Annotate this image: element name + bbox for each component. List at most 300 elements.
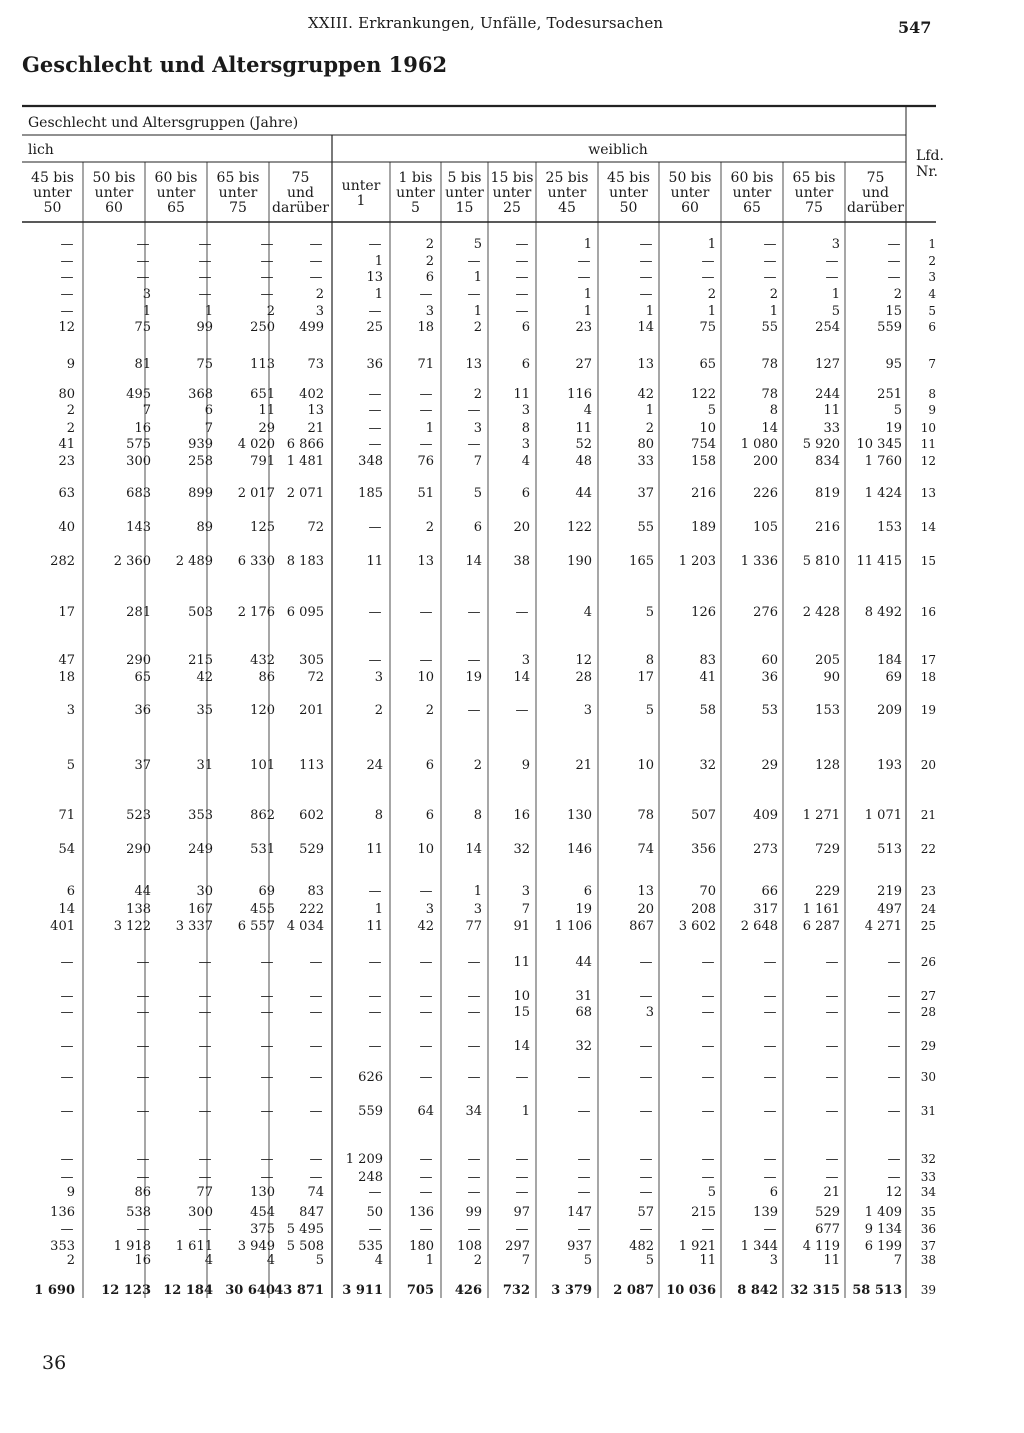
column-header-line: unter bbox=[547, 185, 587, 201]
table-cell: 4 271 bbox=[864, 919, 902, 934]
table-cell: 499 bbox=[299, 320, 324, 335]
table-cell: 37 bbox=[637, 486, 654, 501]
table-cell: 23 bbox=[575, 320, 592, 335]
table-cell: 86 bbox=[134, 1185, 151, 1200]
table-cell: 15 bbox=[885, 304, 902, 319]
table-cell: 9 bbox=[66, 1185, 75, 1200]
total-cell: 1 690 bbox=[34, 1283, 75, 1298]
table-cell: 1 611 bbox=[175, 1239, 213, 1254]
column-header-line: 65 bis bbox=[216, 170, 260, 186]
table-cell: 14 bbox=[761, 421, 778, 436]
total-cell: 58 513 bbox=[852, 1283, 902, 1298]
table-cell: 153 bbox=[815, 703, 840, 718]
table-cell: 9 bbox=[66, 357, 75, 372]
table-cell: 5 bbox=[645, 1253, 654, 1268]
table-cell: 5 bbox=[473, 486, 482, 501]
table-cell: 14 bbox=[465, 842, 482, 857]
total-cell: 705 bbox=[406, 1283, 434, 1298]
table-cell: 91 bbox=[513, 919, 530, 934]
table-cell: — bbox=[368, 955, 382, 970]
table-cell: 143 bbox=[126, 520, 151, 535]
table-cell: — bbox=[60, 1005, 74, 1020]
table-cell: 251 bbox=[877, 387, 902, 402]
column-header-line: und bbox=[862, 185, 889, 201]
row-number: 22 bbox=[920, 842, 936, 856]
table-cell: — bbox=[701, 1070, 715, 1085]
table-cell: 1 bbox=[473, 270, 482, 285]
row-number: 1 bbox=[928, 237, 936, 251]
table-cell: 167 bbox=[188, 902, 213, 917]
table-cell: — bbox=[639, 287, 653, 302]
row-number: 31 bbox=[920, 1104, 936, 1118]
row-number: 25 bbox=[920, 919, 936, 933]
table-cell: — bbox=[467, 1222, 481, 1237]
table-cell: 2 648 bbox=[740, 919, 778, 934]
table-cell: 1 bbox=[374, 254, 383, 269]
table-cell: — bbox=[260, 254, 274, 269]
table-cell: — bbox=[763, 1070, 777, 1085]
table-cell: 11 bbox=[513, 955, 530, 970]
table-top-header: Geschlecht und Altersgruppen (Jahre) bbox=[28, 115, 299, 131]
table-cell: 4 bbox=[374, 1253, 383, 1268]
row-number: 28 bbox=[920, 1005, 936, 1019]
table-cell: 5 bbox=[583, 1253, 592, 1268]
table-cell: 229 bbox=[815, 884, 840, 899]
table-cell: — bbox=[198, 270, 212, 285]
table-cell: 18 bbox=[417, 320, 434, 335]
table-cell: 1 209 bbox=[345, 1152, 383, 1167]
table-cell: 13 bbox=[417, 554, 434, 569]
table-cell: — bbox=[198, 989, 212, 1004]
table-cell: — bbox=[419, 605, 433, 620]
row-number: 5 bbox=[928, 304, 936, 318]
row-number: 3 bbox=[928, 270, 936, 284]
table-cell: 75 bbox=[699, 320, 716, 335]
table-cell: 20 bbox=[513, 520, 530, 535]
running-head: XXIII. Erkrankungen, Unfälle, Todesursachen bbox=[308, 14, 664, 32]
table-cell: 10 bbox=[417, 842, 434, 857]
table-cell: 33 bbox=[637, 454, 654, 469]
table-cell: 7 bbox=[521, 902, 530, 917]
table-cell: 5 bbox=[315, 1253, 324, 1268]
table-cell: 136 bbox=[50, 1205, 75, 1220]
table-cell: 28 bbox=[575, 670, 592, 685]
table-cell: — bbox=[887, 270, 901, 285]
table-cell: 20 bbox=[637, 902, 654, 917]
table-cell: 25 bbox=[366, 320, 383, 335]
row-number: 16 bbox=[920, 605, 936, 619]
table-cell: 19 bbox=[465, 670, 482, 685]
table-cell: 75 bbox=[134, 320, 151, 335]
table-cell: 11 bbox=[699, 1253, 716, 1268]
table-cell: 47 bbox=[58, 653, 75, 668]
table-cell: 120 bbox=[250, 703, 275, 718]
table-cell: 2 bbox=[425, 237, 434, 252]
table-cell: — bbox=[825, 1152, 839, 1167]
table-cell: 40 bbox=[58, 520, 75, 535]
table-cell: 531 bbox=[250, 842, 275, 857]
column-header-line: 60 bbox=[681, 200, 699, 216]
total-cell: 426 bbox=[454, 1283, 482, 1298]
row-number: 39 bbox=[920, 1283, 936, 1297]
table-cell: 2 bbox=[769, 287, 778, 302]
table-cell: — bbox=[419, 287, 433, 302]
table-cell: 34 bbox=[465, 1104, 482, 1119]
table-cell: 8 bbox=[473, 808, 482, 823]
table-cell: 15 bbox=[513, 1005, 530, 1020]
table-cell: 189 bbox=[691, 520, 716, 535]
table-cell: — bbox=[368, 989, 382, 1004]
column-header-line: unter bbox=[341, 178, 381, 194]
table-cell: — bbox=[887, 237, 901, 252]
table-cell: — bbox=[639, 1222, 653, 1237]
table-cell: 95 bbox=[885, 357, 902, 372]
table-cell: — bbox=[701, 1222, 715, 1237]
table-cell: 3 bbox=[374, 670, 383, 685]
table-cell: 31 bbox=[196, 758, 213, 773]
table-cell: — bbox=[701, 1104, 715, 1119]
table-cell: — bbox=[260, 1104, 274, 1119]
table-cell: 6 199 bbox=[864, 1239, 902, 1254]
table-cell: — bbox=[639, 270, 653, 285]
total-cell: 732 bbox=[502, 1283, 530, 1298]
table-cell: — bbox=[639, 1070, 653, 1085]
table-cell: 4 034 bbox=[286, 919, 324, 934]
table-cell: 1 760 bbox=[864, 454, 902, 469]
table-cell: 42 bbox=[417, 919, 434, 934]
table-cell: 17 bbox=[637, 670, 654, 685]
table-cell: 1 bbox=[583, 304, 592, 319]
table-cell: — bbox=[309, 955, 323, 970]
table-cell: 44 bbox=[575, 955, 592, 970]
table-cell: — bbox=[368, 403, 382, 418]
table-cell: 208 bbox=[691, 902, 716, 917]
table-cell: 1 bbox=[831, 287, 840, 302]
table-cell: 11 bbox=[366, 919, 383, 934]
column-header-line: unter bbox=[609, 185, 648, 201]
table-cell: 5 810 bbox=[802, 554, 840, 569]
table-cell: 50 bbox=[366, 1205, 383, 1220]
column-header-line: darüber bbox=[847, 200, 904, 216]
table-cell: 8 492 bbox=[864, 605, 902, 620]
footer-page-number: 36 bbox=[42, 1352, 67, 1374]
table-cell: — bbox=[825, 254, 839, 269]
table-cell: — bbox=[136, 1039, 150, 1054]
column-header-line: 1 bbox=[356, 193, 366, 209]
table-cell: 6 287 bbox=[802, 919, 840, 934]
table-cell: — bbox=[60, 304, 74, 319]
table-cell: 6 bbox=[521, 320, 530, 335]
table-cell: 35 bbox=[196, 703, 213, 718]
table-cell: 11 bbox=[823, 403, 840, 418]
table-cell: 74 bbox=[637, 842, 654, 857]
table-cell: 6 bbox=[425, 758, 434, 773]
table-cell: — bbox=[60, 1039, 74, 1054]
table-cell: 273 bbox=[753, 842, 778, 857]
row-number: 11 bbox=[920, 437, 936, 451]
table-cell: 2 bbox=[425, 520, 434, 535]
table-cell: — bbox=[763, 1005, 777, 1020]
column-header-line: unter bbox=[445, 185, 484, 201]
column-header-line: 75 bbox=[291, 170, 310, 186]
table-cell: — bbox=[825, 1104, 839, 1119]
table-cell: — bbox=[763, 955, 777, 970]
table-cell: 939 bbox=[188, 437, 213, 452]
table-cell: 5 495 bbox=[286, 1222, 324, 1237]
table-cell: — bbox=[515, 1070, 529, 1085]
table-cell: — bbox=[763, 237, 777, 252]
table-cell: 14 bbox=[637, 320, 654, 335]
table-cell: 356 bbox=[691, 842, 716, 857]
table-cell: — bbox=[368, 1039, 382, 1054]
total-cell: 43 871 bbox=[274, 1283, 324, 1298]
table-cell: — bbox=[577, 1170, 591, 1185]
table-cell: 72 bbox=[307, 520, 324, 535]
table-cell: — bbox=[825, 955, 839, 970]
column-header-line: 65 bbox=[743, 200, 761, 216]
table-cell: 300 bbox=[188, 1205, 213, 1220]
table-cell: 54 bbox=[58, 842, 75, 857]
table-cell: — bbox=[309, 989, 323, 1004]
table-cell: — bbox=[60, 955, 74, 970]
table-cell: — bbox=[467, 989, 481, 1004]
table-cell: 71 bbox=[417, 357, 434, 372]
table-cell: 2 bbox=[893, 287, 902, 302]
table-cell: 5 bbox=[645, 703, 654, 718]
table-cell: — bbox=[515, 237, 529, 252]
table-cell: 3 bbox=[583, 703, 592, 718]
table-cell: — bbox=[763, 989, 777, 1004]
table-cell: 18 bbox=[58, 670, 75, 685]
table-cell: 36 bbox=[366, 357, 383, 372]
table-cell: 1 921 bbox=[678, 1239, 716, 1254]
table-cell: — bbox=[136, 1104, 150, 1119]
table-cell: — bbox=[825, 270, 839, 285]
total-cell: 12 123 bbox=[101, 1283, 151, 1298]
table-cell: 1 bbox=[707, 237, 716, 252]
table-cell: 9 bbox=[521, 758, 530, 773]
table-cell: 16 bbox=[134, 1253, 151, 1268]
table-cell: — bbox=[419, 1222, 433, 1237]
table-cell: 74 bbox=[307, 1185, 324, 1200]
table-cell: 297 bbox=[505, 1239, 530, 1254]
table-cell: 113 bbox=[250, 357, 275, 372]
table-cell: 55 bbox=[761, 320, 778, 335]
table-cell: 77 bbox=[196, 1185, 213, 1200]
table-cell: 7 bbox=[142, 403, 151, 418]
column-header-line: 50 bis bbox=[668, 170, 712, 186]
table-cell: 68 bbox=[575, 1005, 592, 1020]
table-cell: — bbox=[60, 1070, 74, 1085]
table-cell: 899 bbox=[188, 486, 213, 501]
table-cell: 65 bbox=[134, 670, 151, 685]
table-cell: 1 bbox=[583, 287, 592, 302]
table-cell: 41 bbox=[58, 437, 75, 452]
table-cell: — bbox=[467, 955, 481, 970]
table-cell: 535 bbox=[358, 1239, 383, 1254]
table-cell: — bbox=[577, 254, 591, 269]
table-cell: 2 bbox=[66, 421, 75, 436]
column-header-line: 65 bis bbox=[792, 170, 836, 186]
table-cell: — bbox=[639, 1039, 653, 1054]
table-cell: 19 bbox=[575, 902, 592, 917]
row-number: 15 bbox=[920, 554, 936, 568]
table-cell: 683 bbox=[126, 486, 151, 501]
table-cell: 99 bbox=[465, 1205, 482, 1220]
table-cell: — bbox=[260, 1005, 274, 1020]
table-cell: — bbox=[60, 1152, 74, 1167]
table-cell: 2 017 bbox=[237, 486, 275, 501]
table-cell: 75 bbox=[196, 357, 213, 372]
column-header-line: 45 bis bbox=[31, 170, 74, 186]
table-cell: 6 095 bbox=[286, 605, 324, 620]
table-cell: — bbox=[136, 1222, 150, 1237]
table-cell: 190 bbox=[567, 554, 592, 569]
total-cell: 12 184 bbox=[163, 1283, 213, 1298]
table-cell: 16 bbox=[513, 808, 530, 823]
table-cell: 12 bbox=[58, 320, 75, 335]
table-cell: — bbox=[419, 955, 433, 970]
table-cell: 1 bbox=[425, 421, 434, 436]
table-cell: 13 bbox=[366, 270, 383, 285]
table-cell: — bbox=[577, 1222, 591, 1237]
table-cell: 1 344 bbox=[740, 1239, 778, 1254]
row-number: 30 bbox=[920, 1070, 936, 1084]
table-cell: — bbox=[60, 1104, 74, 1119]
table-cell: 1 bbox=[769, 304, 778, 319]
table-cell: — bbox=[260, 1152, 274, 1167]
row-number: 20 bbox=[920, 758, 936, 772]
table-cell: 6 bbox=[521, 486, 530, 501]
table-cell: — bbox=[763, 254, 777, 269]
table-cell: 64 bbox=[417, 1104, 434, 1119]
table-cell: 2 360 bbox=[113, 554, 151, 569]
table-cell: 6 557 bbox=[237, 919, 275, 934]
table-cell: 32 bbox=[699, 758, 716, 773]
table-cell: — bbox=[577, 1104, 591, 1119]
row-number: 7 bbox=[928, 357, 936, 371]
table-cell: 185 bbox=[358, 486, 383, 501]
table-cell: — bbox=[368, 1222, 382, 1237]
table-cell: 3 bbox=[521, 653, 530, 668]
table-cell: 1 080 bbox=[740, 437, 778, 452]
table-cell: — bbox=[60, 1222, 74, 1237]
table-cell: 78 bbox=[637, 808, 654, 823]
table-cell: 6 bbox=[521, 357, 530, 372]
row-number: 33 bbox=[920, 1170, 936, 1184]
row-number: 35 bbox=[920, 1205, 936, 1219]
table-cell: — bbox=[419, 1152, 433, 1167]
table-cell: 21 bbox=[307, 421, 324, 436]
table-cell: — bbox=[467, 403, 481, 418]
column-header-line: unter bbox=[396, 185, 435, 201]
table-cell: 86 bbox=[258, 670, 275, 685]
table-cell: 482 bbox=[629, 1239, 654, 1254]
table-cell: 70 bbox=[699, 884, 716, 899]
column-header-line: darüber bbox=[272, 200, 329, 216]
table-cell: — bbox=[577, 1185, 591, 1200]
table-cell: 3 bbox=[142, 287, 151, 302]
table-cell: — bbox=[198, 1104, 212, 1119]
table-cell: — bbox=[198, 1070, 212, 1085]
total-cell: 3 379 bbox=[551, 1283, 592, 1298]
table-cell: 5 920 bbox=[802, 437, 840, 452]
table-cell: — bbox=[309, 270, 323, 285]
table-cell: 128 bbox=[815, 758, 840, 773]
table-cell: — bbox=[368, 237, 382, 252]
table-cell: — bbox=[467, 703, 481, 718]
row-number: 24 bbox=[920, 902, 936, 916]
table-cell: — bbox=[260, 989, 274, 1004]
table-cell: 215 bbox=[188, 653, 213, 668]
table-cell: 503 bbox=[188, 605, 213, 620]
table-cell: — bbox=[260, 237, 274, 252]
column-header-line: 60 bis bbox=[730, 170, 774, 186]
table-cell: 48 bbox=[575, 454, 592, 469]
table-cell: — bbox=[887, 955, 901, 970]
table-cell: 2 428 bbox=[802, 605, 840, 620]
table-cell: 1 071 bbox=[864, 808, 902, 823]
table-cell: 3 bbox=[831, 237, 840, 252]
table-cell: 5 bbox=[707, 1185, 716, 1200]
table-cell: 38 bbox=[513, 554, 530, 569]
table-cell: 122 bbox=[691, 387, 716, 402]
table-cell: 3 bbox=[315, 304, 324, 319]
table-cell: 2 bbox=[645, 421, 654, 436]
table-cell: — bbox=[467, 605, 481, 620]
table-cell: — bbox=[419, 884, 433, 899]
table-cell: 317 bbox=[753, 902, 778, 917]
row-number: 36 bbox=[920, 1222, 936, 1236]
table-cell: 11 415 bbox=[856, 554, 902, 569]
table-cell: 651 bbox=[250, 387, 275, 402]
column-header-line: 45 bbox=[558, 200, 576, 216]
table-cell: — bbox=[60, 1170, 74, 1185]
column-header-line: unter bbox=[732, 185, 772, 201]
table-cell: 2 bbox=[473, 387, 482, 402]
table-cell: — bbox=[419, 437, 433, 452]
table-cell: — bbox=[825, 1005, 839, 1020]
column-header-line: 25 bbox=[503, 200, 521, 216]
table-cell: — bbox=[887, 989, 901, 1004]
table-cell: — bbox=[639, 955, 653, 970]
table-cell: 8 bbox=[374, 808, 383, 823]
column-header-line: und bbox=[287, 185, 314, 201]
table-cell: 2 bbox=[66, 403, 75, 418]
table-cell: — bbox=[639, 237, 653, 252]
table-cell: — bbox=[763, 270, 777, 285]
table-cell: 136 bbox=[409, 1205, 434, 1220]
table-cell: 4 020 bbox=[237, 437, 275, 452]
table-cell: 3 337 bbox=[175, 919, 213, 934]
table-cell: 11 bbox=[366, 554, 383, 569]
table-cell: 30 bbox=[196, 884, 213, 899]
table-cell: — bbox=[701, 955, 715, 970]
table-cell: 13 bbox=[307, 403, 324, 418]
table-cell: 11 bbox=[258, 403, 275, 418]
table-cell: 282 bbox=[50, 554, 75, 569]
table-cell: 867 bbox=[629, 919, 654, 934]
table-cell: — bbox=[368, 1005, 382, 1020]
table-cell: — bbox=[467, 1005, 481, 1020]
table-cell: — bbox=[515, 304, 529, 319]
table-cell: — bbox=[419, 1039, 433, 1054]
table-cell: 78 bbox=[761, 387, 778, 402]
table-cell: 5 bbox=[831, 304, 840, 319]
table-cell: 193 bbox=[877, 758, 902, 773]
table-cell: 2 bbox=[266, 304, 275, 319]
table-cell: — bbox=[763, 1039, 777, 1054]
